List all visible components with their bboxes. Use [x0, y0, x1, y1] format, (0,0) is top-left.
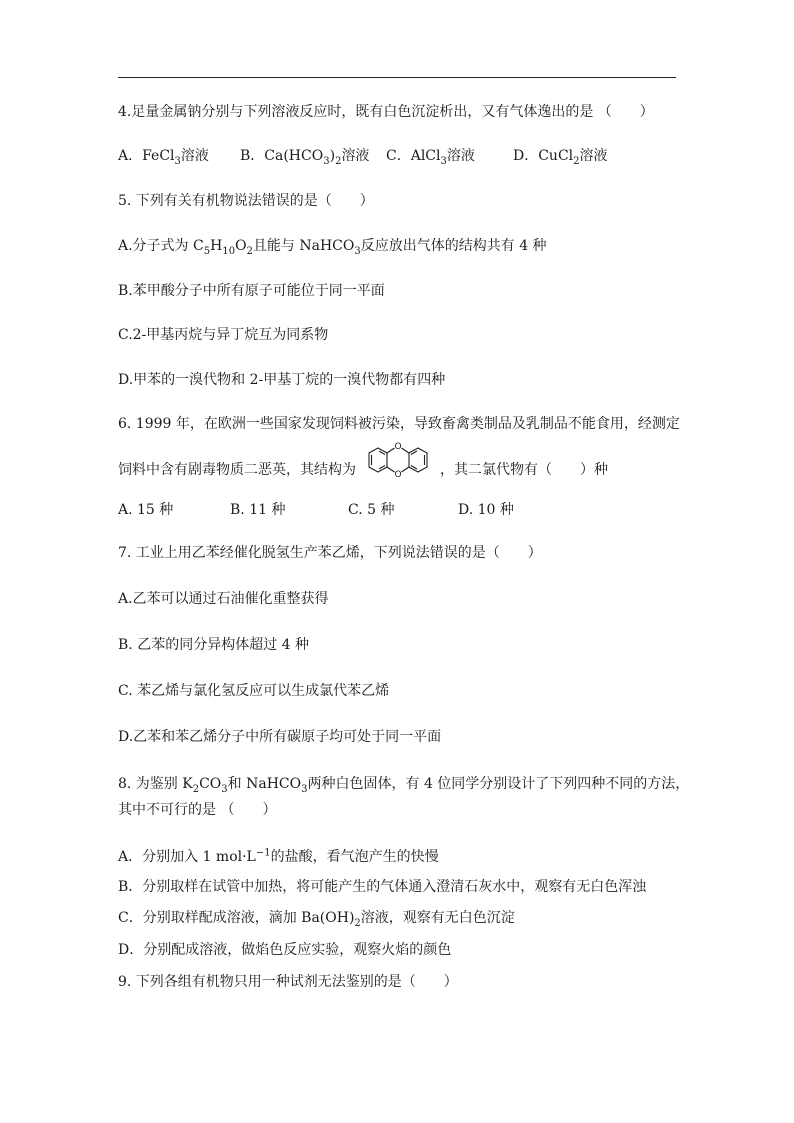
question-7-option-d: D.乙苯和苯乙烯分子中所有碳原子均可处于同一平面: [118, 729, 442, 745]
question-5-stem: 5. 下列有关有机物说法错误的是（ ）: [118, 193, 374, 209]
question-4-option-c: C．AlCl$_3$溶液: [386, 148, 475, 167]
question-7-option-a: A.乙苯可以通过石油催化重整获得: [118, 591, 329, 607]
question-5-option-d: D.甲苯的一溴代物和 2-甲基丁烷的一溴代物都有四种: [118, 372, 446, 388]
question-6-line-2-end: ，其二氯代物有（ ）种: [440, 462, 608, 478]
question-6-option-a: A. 15 种: [118, 502, 174, 518]
question-7-stem: 7. 工业上用乙苯经催化脱氢生产苯乙烯，下列说法错误的是（ ）: [118, 545, 542, 561]
question-8-option-c: C．分别取样配成溶液，滴加 $Ba(OH)_2$溶液，观察有无白色沉淀: [118, 910, 515, 929]
question-4-option-d: D．CuCl$_2$溶液: [513, 148, 608, 167]
question-8-line-2: 其中不可行的是 （ ）: [118, 802, 277, 818]
question-8-option-d: D．分别配成溶液，做焰色反应实验，观察火焰的颜色: [118, 942, 452, 958]
question-6-option-d: D. 10 种: [458, 502, 514, 518]
question-7-option-c: C. 苯乙烯与氯化氢反应可以生成氯代苯乙烯: [118, 683, 390, 699]
question-4-option-b: B．$Ca(HCO_3)_2$溶液: [240, 148, 370, 167]
question-5-option-c: C.2-甲基丙烷与异丁烷互为同系物: [118, 327, 329, 343]
question-6-line-2-start: 饲料中含有剧毒物质二恶英，其结构为: [118, 462, 356, 478]
dioxin-structure-image: [358, 440, 438, 480]
question-5-option-a: A.分子式为 $C_5H_{10}O_2$且能与 NaHCO$_3$反应放出气体的结构共有 4 种: [118, 238, 547, 257]
question-6-line-1: 6. 1999 年，在欧洲一些国家发现饲料被污染，导致畜禽类制品及乳制品不能食用，经测定: [118, 416, 680, 432]
question-4-option-a: A．FeCl$_3$溶液: [118, 148, 209, 167]
question-4-stem: 4.足量金属钠分别与下列溶液反应时，既有白色沉淀析出，又有气体逸出的是 （ ）: [118, 104, 654, 120]
question-9-stem: 9. 下列各组有机物只用一种试剂无法鉴别的是（ ）: [118, 974, 458, 990]
question-8-line-1: 8. 为鉴别 $K_2CO_3$和 NaHCO$_3$两种白色固体，有 4 位同学分别设计了下列四种不同的方法，: [118, 776, 690, 795]
header-rule: [118, 77, 676, 78]
question-7-option-b: B. 乙苯的同分异构体超过 4 种: [118, 637, 309, 653]
question-8-option-a: A．分别加入 1 $mol\cdot L^{-1}$的盐酸，看气泡产生的快慢: [118, 847, 439, 865]
oxygen-label-top: O: [394, 442, 402, 452]
question-8-option-b: B．分别取样在试管中加热，将可能产生的气体通入澄清石灰水中，观察有无白色浑浊: [118, 879, 647, 895]
question-5-option-b: B.苯甲酸分子中所有原子可能位于同一平面: [118, 283, 385, 299]
oxygen-label-bottom: O: [394, 470, 402, 480]
question-6-option-c: C. 5 种: [348, 502, 395, 518]
question-6-option-b: B. 11 种: [230, 502, 286, 518]
